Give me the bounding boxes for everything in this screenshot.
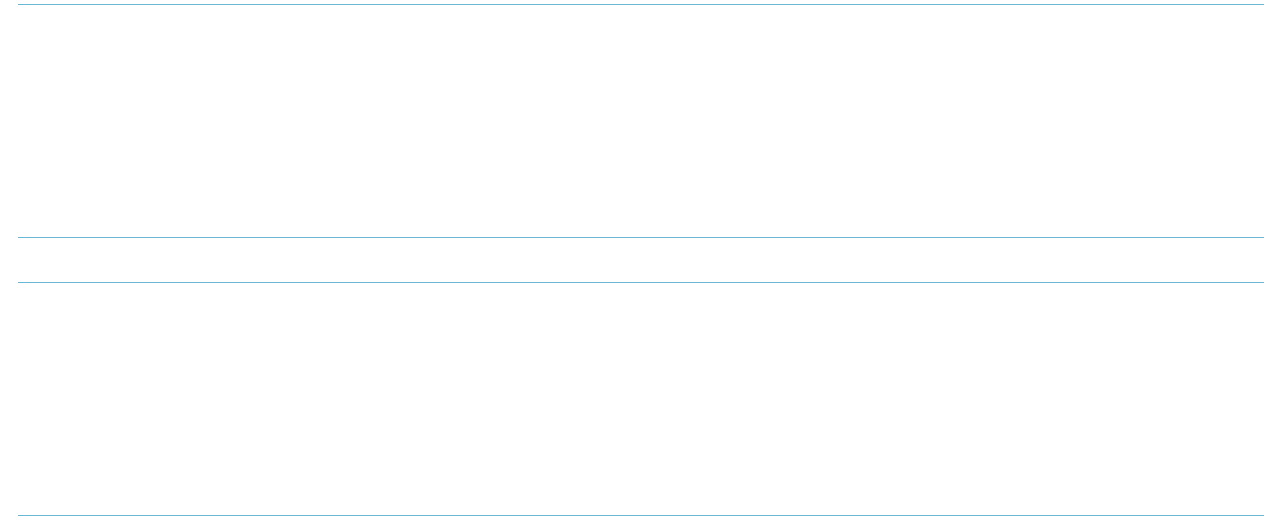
leaflet-strip-bottom [18, 282, 1264, 516]
leaflet-strip-top [18, 4, 1264, 238]
